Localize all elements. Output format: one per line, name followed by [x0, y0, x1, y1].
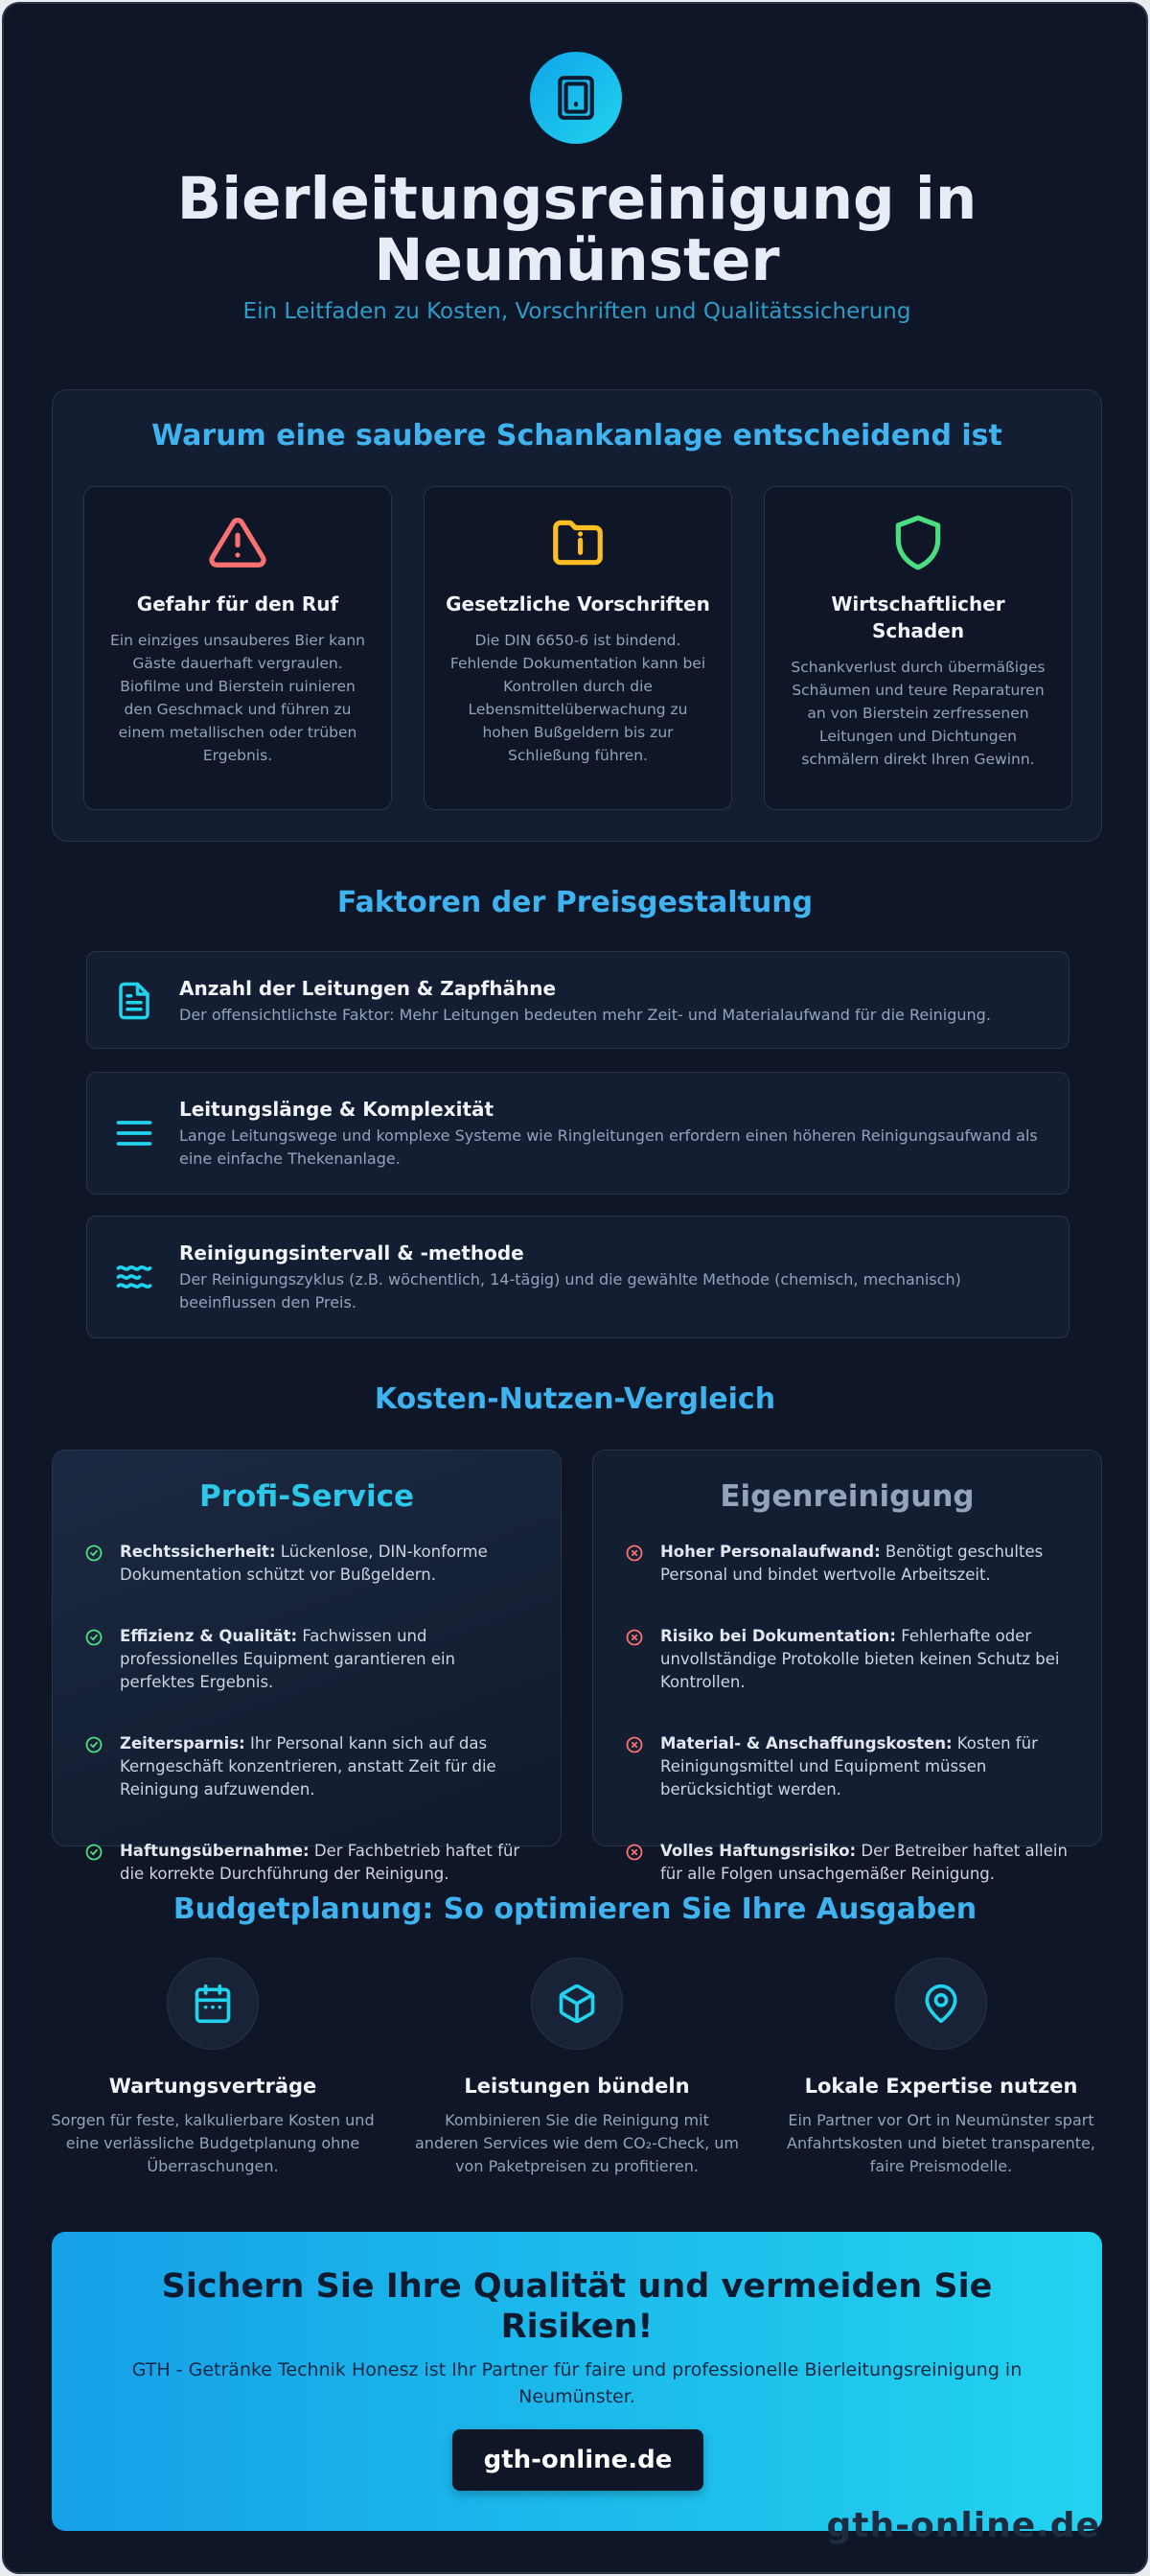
why-card-title: Gesetzliche Vorschriften: [446, 592, 710, 615]
why-card-text: Schankverlust durch übermäßiges Schäumen und teure Reparaturen an von Bierstein zerfressenen Leitungen und Dichtungen schmälern direkt Ihren Gewinn.: [791, 659, 1046, 768]
comparison-pro-list: [81, 1541, 532, 1924]
list-item: Volles Haftungsrisiko: Der Betreiber haftet allein für alle Folgen unsachgemäßer Reinigung.: [622, 1840, 1072, 1886]
why-card-title: Gefahr für den Ruf: [136, 592, 339, 615]
comparison-heading: Kosten-Nutzen-Vergleich: [374, 1382, 776, 1416]
budget-item-text: Sorgen für feste, kalkulierbare Kosten und eine verlässliche Budgetplanung ohne Überraschungen.: [51, 2111, 375, 2175]
why-card-text: Die DIN 6650-6 ist bindend. Fehlende Dokumentation kann bei Kontrollen durch die Lebensmittelüberwachung zu hohen Bußgeldern bis zur Schließung führen.: [449, 632, 706, 764]
why-card-regulations: [424, 486, 732, 810]
tablet-icon: [530, 52, 622, 144]
factor-text: Der Reinigungszyklus (z.B. wöchentlich, 14-tägig) und die gewählte Methode (chemisch, mechanisch) beeinflussen den Preis.: [179, 1270, 961, 1311]
page-title: Bierleitungsreinigung in Neumünster: [176, 165, 978, 294]
comparison-pro-title: Profi-Service: [198, 1479, 415, 1514]
factor-text: Der offensichtlichste Faktor: Mehr Leitungen bedeuten mehr Zeit- und Materialaufwand für die Reinigung.: [179, 1006, 991, 1024]
cta-banner: [52, 2232, 1102, 2531]
check-circle-icon: [85, 1629, 103, 1646]
x-circle-icon: [626, 1544, 643, 1562]
list-item: Material- & Anschaffungskosten: Kosten für Reinigungsmittel und Equipment müssen berücksichtigt werden.: [622, 1732, 1072, 1801]
list-item: Risiko bei Dokumentation: Fehlerhafte oder unvollständige Protokolle bieten keinen Schutz bei Kontrollen.: [622, 1625, 1072, 1694]
warning-triangle-icon: [207, 512, 268, 573]
budget-item-bundle: [414, 1958, 740, 2178]
website-button[interactable]: gth-online.de: [452, 2429, 703, 2491]
budget-item-title: Wartungsverträge: [108, 2075, 317, 2098]
why-card-text: Ein einziges unsauberes Bier kann Gäste dauerhaft vergraulen. Biofilme und Bierstein ruinieren den Geschmack und führen zu einem metallischen oder trüben Ergebnis.: [110, 632, 365, 764]
shield-icon: [887, 512, 949, 573]
list-item: Rechtssicherheit: Lückenlose, DIN-konforme Dokumentation schützt vor Bußgeldern.: [81, 1541, 532, 1587]
infographic-page: [2, 2, 1148, 2574]
factor-title: Leitungslänge & Komplexität: [179, 1098, 494, 1121]
factor-line-length: [86, 1072, 1070, 1195]
x-circle-icon: [626, 1629, 643, 1646]
list-item: Hoher Personalaufwand: Benötigt geschultes Personal und bindet wertvolle Arbeitszeit.: [622, 1541, 1072, 1587]
factor-text: Lange Leitungswege und komplexe Systeme wie Ringleitungen erfordern einen höheren Reinigungsaufwand als eine einfache Thekenanlage.: [179, 1126, 1038, 1168]
budget-item-text: Kombinieren Sie die Reinigung mit anderen Services wie dem CO₂-Check, um von Paketpreisen zu profitieren.: [415, 2111, 739, 2175]
list-item: Haftungsübernahme: Der Fachbetrieb haftet für die korrekte Durchführung der Reinigung.: [81, 1840, 532, 1886]
watermark: gth-online.de: [826, 2506, 1100, 2545]
comparison-pro-card: [52, 1450, 562, 1883]
document-icon: [112, 979, 156, 1023]
why-card-economic: [764, 486, 1072, 810]
budget-item-contracts: [50, 1958, 376, 2178]
why-card-reputation: [83, 486, 392, 810]
check-circle-icon: [85, 1736, 103, 1753]
why-section: [52, 389, 1102, 842]
waves-icon: [112, 1255, 156, 1299]
why-card-title: Wirtschaftlicher Schaden: [831, 592, 1005, 642]
comparison-diy-card: [592, 1450, 1102, 1883]
budget-item-text: Ein Partner vor Ort in Neumünster spart Anfahrtskosten und bietet transparente, faire Preismodelle.: [787, 2111, 1095, 2175]
list-item: Effizienz & Qualität: Fachwissen und professionelles Equipment garantieren ein perfektes Ergebnis.: [81, 1625, 532, 1694]
factors-heading: Faktoren der Preisgestaltung: [336, 886, 814, 919]
factor-title: Anzahl der Leitungen & Zapfhähne: [179, 977, 557, 1000]
comparison-diy-title: Eigenreinigung: [720, 1479, 975, 1514]
lines-icon: [112, 1111, 156, 1155]
factor-lines-count: [86, 951, 1070, 1049]
budget-heading: Budgetplanung: So optimieren Sie Ihre Ausgaben: [172, 1892, 978, 1926]
calendar-icon: [167, 1958, 259, 2050]
cube-icon: [531, 1958, 623, 2050]
folder-info-icon: [547, 512, 609, 573]
budget-item-title: Leistungen bündeln: [464, 2075, 690, 2098]
budget-item-local: [778, 1958, 1104, 2178]
x-circle-icon: [626, 1844, 643, 1861]
check-circle-icon: [85, 1844, 103, 1861]
budget-item-title: Lokale Expertise nutzen: [804, 2075, 1078, 2098]
cta-title: Sichern Sie Ihre Qualität und vermeiden Sie Risiken!: [161, 2267, 993, 2346]
check-circle-icon: [85, 1544, 103, 1562]
why-heading: Warum eine saubere Schankanlage entscheidend ist: [151, 419, 1002, 453]
cta-text: GTH - Getränke Technik Honesz ist Ihr Partner für faire und professionelle Bierleitungsreinigung in Neumünster.: [131, 2359, 1023, 2407]
factor-interval: [86, 1216, 1070, 1338]
comparison-diy-list: [622, 1541, 1072, 1924]
x-circle-icon: [626, 1736, 643, 1753]
map-pin-icon: [895, 1958, 987, 2050]
list-item: Zeitersparnis: Ihr Personal kann sich auf das Kerngeschäft konzentrieren, anstatt Zeit für die Reinigung aufzuwenden.: [81, 1732, 532, 1801]
factor-title: Reinigungsintervall & -methode: [179, 1242, 524, 1265]
page-subtitle: Ein Leitfaden zu Kosten, Vorschriften und Qualitätssicherung: [242, 299, 911, 324]
